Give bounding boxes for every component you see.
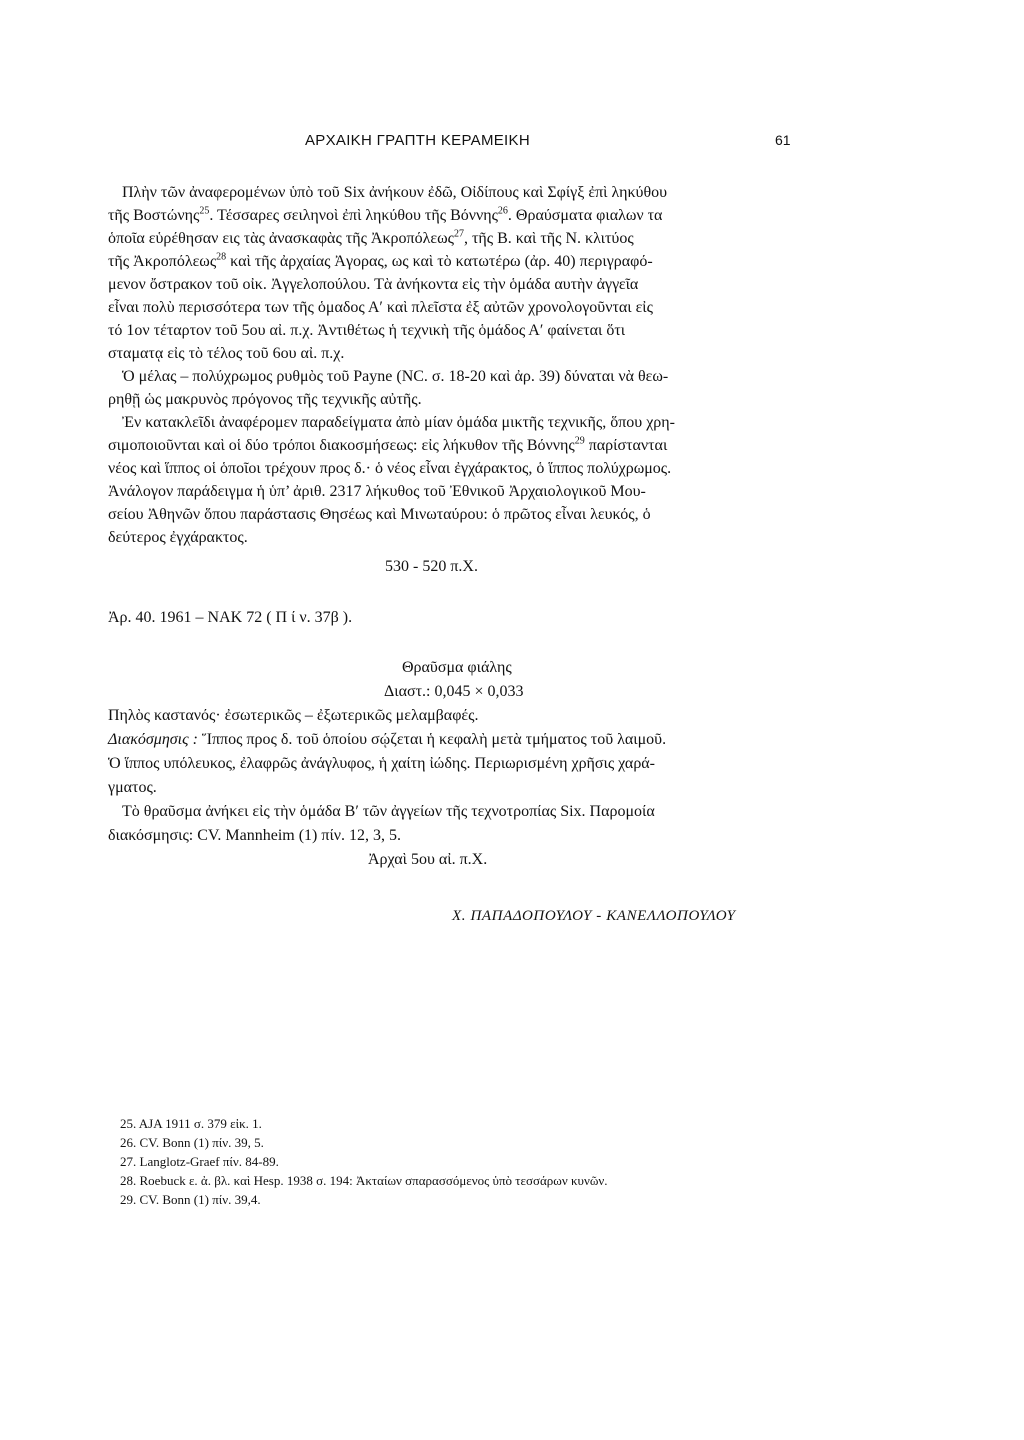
entry-dimensions: Διαστ.: 0,045 × 0,033 xyxy=(384,683,524,700)
body-text: καὶ τῆς ἀρχαίας Ἀγορας, ως καὶ τὸ κατωτέρω (ἀρ. 40) περιγραφό- xyxy=(226,253,653,270)
footnote-27: 27. Langlotz-Graef πίν. 84-89. xyxy=(120,1154,279,1169)
footnote-ref: 28 xyxy=(216,251,227,263)
body-line-2 xyxy=(108,207,804,225)
body-line-5: μενον ὄστρακον τοῦ οἰκ. Ἀγγελοπούλου. Τὰ ἀνήκοντα εἰς τὴν ὁμάδα αυτὴν ἀγγεῖα xyxy=(108,276,639,293)
body-text: ὁποῖα εὑρέθησαν εις τὰς ἀνασκαφὰς τῆς Ἀκροπόλεως xyxy=(108,230,454,247)
entry-desc-line-3: γματος. xyxy=(108,779,157,796)
body-text: . Θραύσματα φιαλων τα xyxy=(507,207,663,224)
entry-group-line-1: Τὸ θραῦσμα ἀνήκει εἰς τὴν ὁμάδα Β′ τῶν ἀγγείων τῆς τεχνοτροπίας Six. Παρομοία xyxy=(122,803,655,820)
entry-number: Ἀρ. 40. 1961 – NAK 72 ( Π ί ν. 37β ). xyxy=(108,609,353,626)
entry-decoration xyxy=(108,731,804,749)
body-line-16: δεύτερος ἐγχάρακτος. xyxy=(108,529,248,546)
entry-dating: Ἀρχαὶ 5ου αἰ. π.Χ. xyxy=(368,851,488,868)
footnote-29: 29. CV. Bonn (1) πίν. 39,4. xyxy=(120,1192,261,1207)
body-text: σιμοποιοῦνται καὶ οἱ δύο τρόποι διακοσμήσεως: εἰς λήκυθον τῆς Βόννης xyxy=(108,437,575,454)
footnote-25: 25. AJA 1911 σ. 379 εἰκ. 1. xyxy=(120,1116,262,1131)
footnote-26: 26. CV. Bonn (1) πίν. 39, 5. xyxy=(120,1135,264,1150)
body-line-8: σταματᾳ εἰς τὸ τέλος τοῦ 6ου αἰ. π.χ. xyxy=(108,345,345,362)
entry-group-line-2: διακόσμησις: CV. Mannheim (1) πίν. 12, 3, 5. xyxy=(108,827,401,844)
footnote-ref: 27 xyxy=(453,228,464,240)
body-line-4 xyxy=(108,253,804,271)
body-line-7: τό 1ον τέταρτον τοῦ 5ου αἰ. π.χ. Ἀντιθέτως ἡ τεχνικὴ τῆς ὁμάδος Α′ φαίνεται ὅτι xyxy=(108,322,626,339)
footnote-28: 28. Roebuck ε. ἀ. βλ. καὶ Hesp. 1938 σ. 194: Ἀκταίων σπαρασσόμενος ὑπὸ τεσσάρων κυνῶν. xyxy=(120,1173,608,1188)
body-line-12 xyxy=(108,437,804,455)
page-number: 61 xyxy=(775,132,791,148)
body-line-6: εἶναι πολὺ περισσότερα των τῆς ὁμαδος Α′ καὶ πλεῖστα ἐξ αὐτῶν χρονολογοῦνται εἰς xyxy=(108,299,653,316)
body-line-10: ρηθῇ ὡς μακρυνὸς πρόγονος τῆς τεχνικῆς αὐτῆς. xyxy=(108,391,422,408)
entry-clay: Πηλὸς καστανός· ἐσωτερικῶς – ἐξωτερικῶς μελαμβαφές. xyxy=(108,707,479,724)
body-text: . Τέσσαρες σειληνοὶ ἐπὶ ληκύθου τῆς Βόννης xyxy=(209,207,498,224)
body-line-3 xyxy=(108,230,804,248)
body-text: τῆς Βοστώνης xyxy=(108,207,200,224)
body-text: , τῆς Β. καὶ τῆς Ν. κλιτύος xyxy=(463,230,634,247)
footnote-ref: 29 xyxy=(574,435,585,447)
author-signature: Χ. ΠΑΠΑΔΟΠΟΥΛΟΥ - ΚΑΝΕΛΛΟΠΟΥΛΟΥ xyxy=(452,908,736,924)
body-line-15: σείου Ἀθηνῶν ὅπου παράστασις Θησέως καὶ Μινωταύρου: ὁ πρῶτος εἶναι λευκός, ὁ xyxy=(108,506,651,523)
body-line-1 xyxy=(122,184,818,202)
decoration-label: Διακόσμησις : xyxy=(108,731,198,748)
footnote-ref: 26 xyxy=(497,205,508,217)
decoration-text: Ἵππος προς δ. τοῦ ὁποίου σῴζεται ἡ κεφαλὴ μετὰ τμήματος τοῦ λαιμοῦ. xyxy=(201,731,667,748)
entry-name: Θραῦσμα φιάλης xyxy=(402,659,512,676)
date-line: 530 - 520 π.Χ. xyxy=(385,558,478,575)
body-line-14: Ἀνάλογον παράδειγμα ἡ ὑπ’ ἀριθ. 2317 λήκυθος τοῦ Ἐθνικοῦ Ἀρχαιολογικοῦ Μου- xyxy=(108,483,646,500)
running-header-title: ΑΡΧΑΙΚΗ ΓΡΑΠΤΗ ΚΕΡΑΜΕΙΚΗ xyxy=(305,132,530,149)
body-text: τῆς Ἀκροπόλεως xyxy=(108,253,217,270)
body-text: Πλὴν τῶν ἀναφερομένων ὑπὸ τοῦ Six ἀνήκουν ἐδῶ, Οἰδίπους καὶ Σφίγξ ἐπὶ ληκύθου xyxy=(122,184,668,201)
footnote-ref: 25 xyxy=(199,205,210,217)
entry-desc-line-2: Ὁ ἵππος υπόλευκος, ἐλαφρῶς ἀνάγλυφος, ἡ χαίτη ἰώδης. Περιωρισμένη χρῆσις χαρά- xyxy=(108,755,656,772)
body-line-9: Ὁ μέλας – πολύχρωμος ρυθμὸς τοῦ Payne (NC. σ. 18-20 καὶ ἀρ. 39) δύναται νὰ θεω- xyxy=(122,368,669,385)
body-line-11: Ἐν κατακλεῖδι ἀναφέρομεν παραδείγματα ἀπὸ μίαν ὁμάδα μικτῆς τεχνικῆς, ὅπου χρη- xyxy=(122,414,675,431)
body-line-13: νέος καὶ ἵππος οἱ ὁποῖοι τρέχουν προς δ.· ὁ νέος εἶναι ἐγχάρακτος, ὁ ἵππος πολύχρωμος. xyxy=(108,460,672,477)
body-text: παρίστανται xyxy=(584,437,668,454)
